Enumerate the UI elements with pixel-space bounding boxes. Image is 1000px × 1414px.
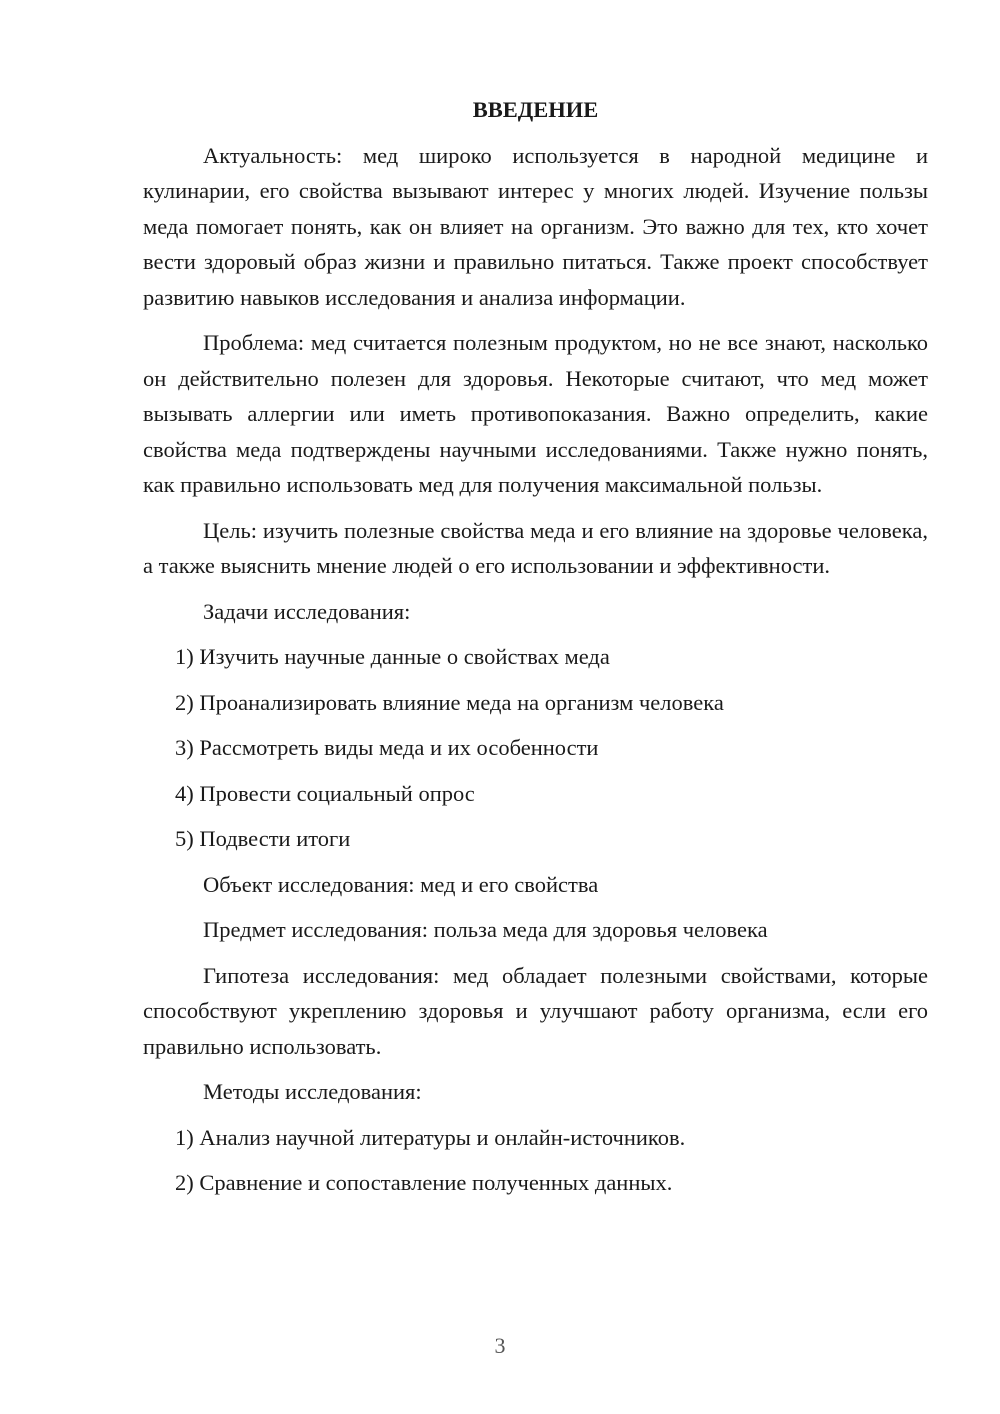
relevance-paragraph: Актуальность: мед широко используется в народной медицине и кулинарии, его свойства вызывают интерес у многих людей. Изучение пользы меда помогает понять, как он влияет на организм. Это важно для тех, кто хочет вести здоровый образ жизни и правильно питаться. Также проект способствует развитию навыков исследования и анализа информации. bbox=[143, 142, 928, 310]
hypothesis-paragraph: Гипотеза исследования: мед обладает полезными свойствами, которые способствуют укреплению здоровья и улучшают работу организма, если его правильно использовать. bbox=[143, 962, 928, 1059]
tasks-heading: Задачи исследования: bbox=[203, 598, 411, 624]
list-item: 1) Анализ научной литературы и онлайн-источников. bbox=[175, 1124, 686, 1150]
tasks-list bbox=[143, 639, 928, 857]
list-item: 3) Рассмотреть виды меда и их особенности bbox=[175, 735, 599, 760]
methods-heading: Методы исследования: bbox=[203, 1079, 422, 1104]
subject-line: Предмет исследования: польза меда для здоровья человека bbox=[203, 917, 768, 942]
list-item: 2) Проанализировать влияние меда на организм человека bbox=[175, 689, 724, 715]
object-line: Объект исследования: мед и его свойства bbox=[203, 871, 599, 897]
methods-list bbox=[143, 1120, 928, 1201]
goal-paragraph: Цель: изучить полезные свойства меда и его влияние на здоровье человека, а также выяснить мнение людей о его использовании и эффективности. bbox=[143, 517, 928, 578]
list-item: 5) Подвести итоги bbox=[175, 826, 351, 851]
list-item: 1) Изучить научные данные о свойствах меда bbox=[175, 644, 610, 669]
list-item: 4) Провести социальный опрос bbox=[175, 780, 475, 806]
list-item: 2) Сравнение и сопоставление полученных данных. bbox=[175, 1170, 673, 1195]
page-number: 3 bbox=[494, 1333, 506, 1358]
section-title: ВВЕДЕНИЕ bbox=[472, 97, 599, 122]
problem-paragraph: Проблема: мед считается полезным продуктом, но не все знают, насколько он действительно полезен для здоровья. Некоторые считают, что мед может вызывать аллергии или иметь противопоказания. Важно определить, какие свойства меда подтверждены научными исследованиями. Также нужно понять, как правильно использовать мед для получения максимальной пользы. bbox=[143, 330, 928, 497]
document-page bbox=[143, 92, 928, 1211]
